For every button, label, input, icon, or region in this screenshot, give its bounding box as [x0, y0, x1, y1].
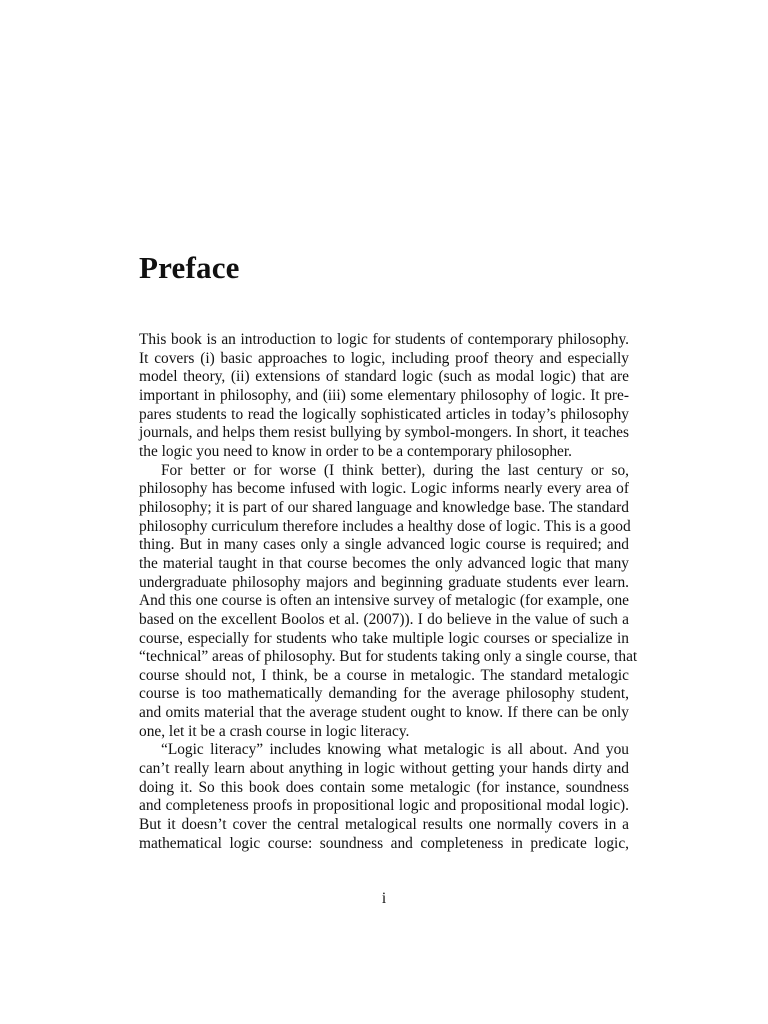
text-line: mathematical logic course: soundness and completeness in predicate logic, — [139, 834, 629, 852]
text-line: based on the excellent Boolos et al. (2007)). I do believe in the value of such a — [139, 610, 629, 628]
text-line: thing. But in many cases only a single advanced logic course is required; and — [139, 536, 629, 554]
text-line: the material taught in that course becomes the only advanced logic that many — [139, 554, 629, 572]
text-line: philosophy; it is part of our shared language and knowledge base. The standard — [139, 498, 629, 516]
text-line: can’t really learn about anything in logic without getting your hands dirty and — [139, 760, 629, 778]
text-line: course should not, I think, be a course in metalogic. The standard metalogic — [139, 666, 629, 684]
text-line: For better or for worse (I think better), during the last century or so, — [161, 461, 629, 479]
text-line: But it doesn’t cover the central metalogical results one normally covers in a — [139, 816, 629, 834]
text-line: model theory, (ii) extensions of standard logic (such as modal logic) that are — [139, 368, 629, 386]
text-line: one, let it be a crash course in logic literacy. — [139, 722, 410, 740]
text-line: It covers (i) basic approaches to logic, including proof theory and especially — [139, 349, 629, 367]
text-line: “Logic literacy” includes knowing what metalogic is all about. And you — [161, 741, 629, 759]
text-line: This book is an introduction to logic for students of contemporary philosophy. — [139, 331, 629, 348]
text-line: and completeness proofs in propositional logic and propositional modal logic). — [139, 797, 629, 815]
text-line: and omits material that the average student ought to know. If there can be only — [139, 704, 629, 722]
text-line: philosophy has become infused with logic. Logic informs nearly every area of — [139, 480, 629, 498]
text-line: journals, and helps them resist bullying by symbol-mongers. In short, it teaches — [139, 424, 629, 442]
text-line: pares students to read the logically sophisticated articles in today’s philosophy — [139, 405, 629, 423]
text-line: important in philosophy, and (iii) some elementary philosophy of logic. It pre- — [139, 386, 629, 404]
text-line: doing it. So this book does contain some metalogic (for instance, soundness — [139, 778, 629, 796]
text-line: the logic you need to know in order to be a contemporary philosopher. — [139, 442, 572, 460]
text-line: course is too mathematically demanding for the average philosophy student, — [139, 685, 629, 703]
text-line: philosophy curriculum therefore includes a healthy dose of logic. This is a good — [139, 517, 631, 535]
text-line: course, especially for students who take multiple logic courses or specialize in — [139, 629, 629, 647]
text-line: And this one course is often an intensive survey of metalogic (for example, one — [139, 592, 629, 610]
text-line: undergraduate philosophy majors and beginning graduate students ever learn. — [139, 573, 629, 591]
text-line: “technical” areas of philosophy. But for students taking only a single course, that — [139, 648, 638, 666]
page-title: Preface — [139, 250, 240, 285]
page-number: i — [381, 890, 387, 907]
preface-body — [139, 331, 638, 853]
